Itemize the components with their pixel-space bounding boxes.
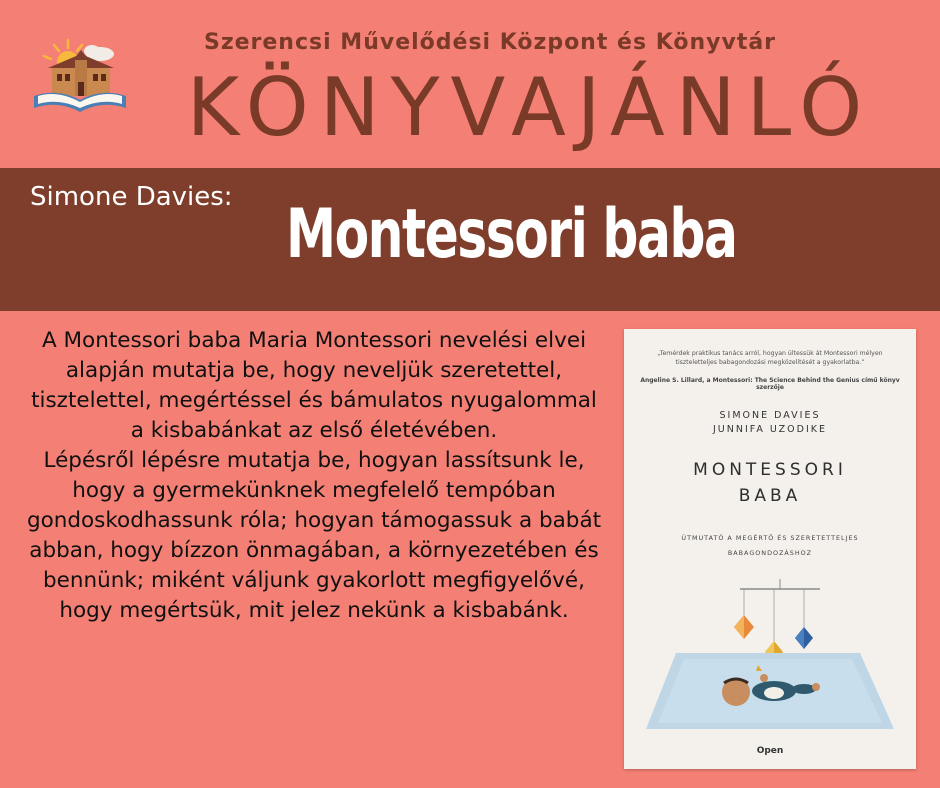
page-title: KÖNYVAJÁNLÓ <box>186 61 874 154</box>
book-title: Montessori baba <box>286 195 737 274</box>
book-author: Simone Davies: <box>30 182 233 212</box>
cover-author-2: JUNNIFA UZODIKE <box>712 424 827 435</box>
book-cover <box>624 329 916 769</box>
cover-subtitle-line-1: ÚTMUTATÓ A MEGÉRTŐ ÉS SZERETETTELJES <box>681 534 859 542</box>
cover-publisher: Open <box>756 746 784 756</box>
cover-quote-source: Angeline S. Lillard, a Montessori: The Science Behind the Genius című könyv szerzője <box>640 377 900 391</box>
library-logo-icon <box>30 36 130 116</box>
header <box>0 0 940 168</box>
cover-subtitle-line-2: BABAGONDOZÁSHOZ <box>727 549 813 557</box>
description-paragraph-2: Lépésről lépésre mutatja be, hogyan lassítsunk le, hogy a gyermekünknek megfelelő tempóban gondoskodhassunk róla; hogyan támogassuk a babát abban, hogy bízzon önmagában, a környezetében és bennünk; miként váljunk gyakorlott megfigyelővé, hogy megértsük, mit jelez nekünk a kisbabánk. <box>26 448 602 623</box>
book-description <box>24 326 604 626</box>
cover-title <box>624 457 916 509</box>
description-paragraph-1: A Montessori baba Maria Montessori nevelési elvei alapján mutatja be, hogy neveljük szeretettel, tisztelettel, megértéssel és bámulatos nyugalommal a kisbabánkat az első életévében. <box>31 328 597 443</box>
cover-authors <box>624 409 916 437</box>
cover-author-1: SIMONE DAVIES <box>719 410 821 421</box>
cover-subtitle <box>644 531 896 561</box>
cover-title-line-1: MONTESSORI <box>693 460 847 480</box>
cover-title-line-2: BABA <box>738 486 802 506</box>
mobile-toy-illustration-icon <box>624 579 916 739</box>
organization-name: Szerencsi Művelődési Központ és Könyvtár <box>203 30 777 55</box>
cover-quote: „Temérdek praktikus tanács arról, hogyan ültessük át Montessori mélyen tiszteletteljes babagondozási megközelítését a gyakorlatba.” <box>657 350 883 366</box>
